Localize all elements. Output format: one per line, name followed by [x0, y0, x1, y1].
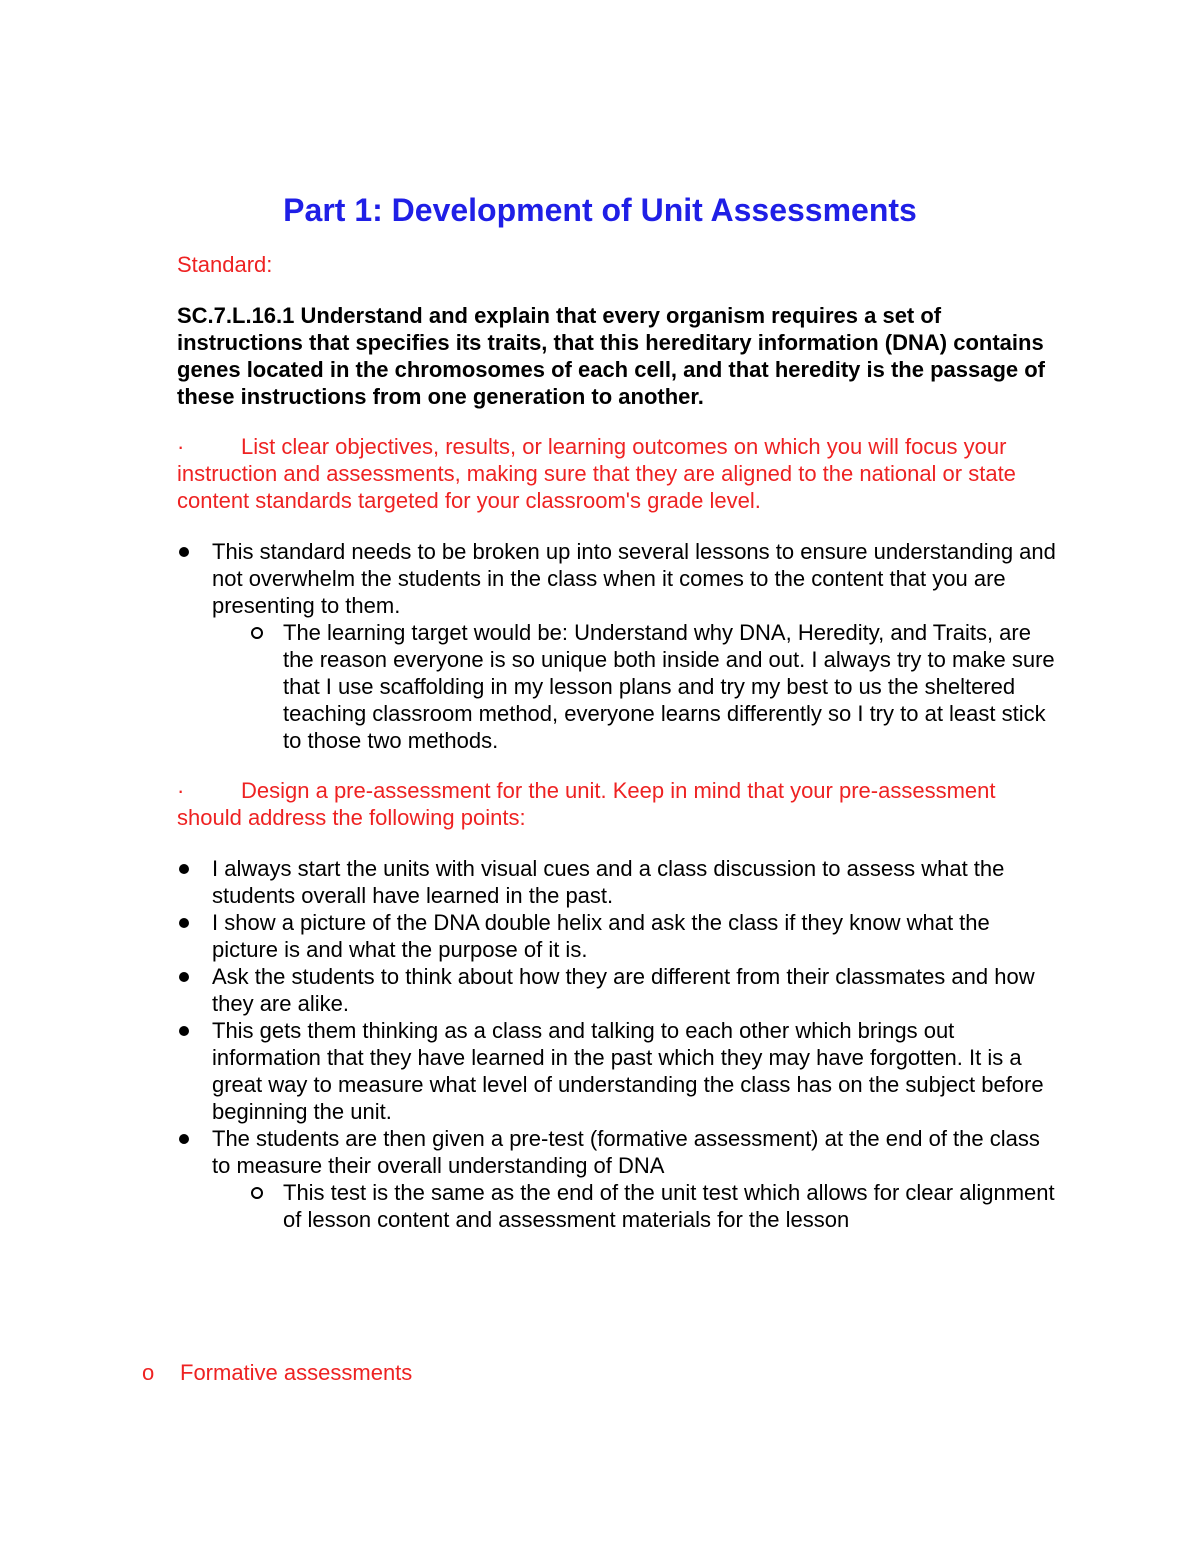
list-item: [177, 963, 1057, 1017]
sub-list-item: [212, 1179, 1057, 1233]
standard-label: Standard:: [177, 252, 273, 277]
bullet-icon: [179, 1026, 189, 1036]
hollow-bullet-icon: [251, 627, 263, 639]
sub-list-item-text: The learning target would be: Understand why DNA, Heredity, and Traits, are the reason everyone is so unique both inside and out. I always try to make sure that I use scaffolding in my lesson plans and try my best to us the sheltered teaching classroom method, everyone learns differently so I try to at least stick to those two methods.: [283, 620, 1055, 753]
list-item: [177, 909, 1057, 963]
prompt-marker: ·: [177, 778, 185, 803]
list-item: [177, 538, 1057, 754]
list-item-text: I show a picture of the DNA double helix and ask the class if they know what the picture is and what the purpose of it is.: [212, 910, 990, 962]
prompt-text: List clear objectives, results, or learning outcomes on which you will focus your instruction and assessments, making sure that they are aligned to the national or state content standards targeted for your classroom's grade level.: [177, 434, 1016, 513]
hollow-bullet-icon: [251, 1187, 263, 1199]
sub-list: [212, 1179, 1057, 1233]
standard-text: SC.7.L.16.1 Understand and explain that every organism requires a set of instructions that specifies its traits, that this hereditary information (DNA) contains genes located in the chromosomes of each cell, and that heredity is the passage of these instructions from one generation to another.: [177, 303, 1046, 409]
list-item: [177, 1125, 1057, 1233]
sub-list-item: [212, 619, 1057, 754]
prompt-pre-assessment: [177, 777, 1057, 831]
list-item-text: Ask the students to think about how they are different from their classmates and how they are alike.: [212, 964, 1035, 1016]
list-item-text: The students are then given a pre-test (formative assessment) at the end of the class to measure their overall understanding of DNA: [212, 1126, 1040, 1178]
prompt-objectives: [177, 433, 1057, 514]
page-title: Part 1: Development of Unit Assessments: [283, 192, 917, 228]
prompt-text: Design a pre-assessment for the unit. Keep in mind that your pre-assessment should address the following points:: [177, 778, 996, 830]
pre-assessment-list: [177, 855, 1057, 1233]
bullet-icon: [179, 864, 189, 874]
formative-assessments-item: [142, 1359, 412, 1387]
list-item-text: I always start the units with visual cues and a class discussion to assess what the students overall have learned in the past.: [212, 856, 1005, 908]
bullet-icon: [179, 972, 189, 982]
prompt-marker: ·: [177, 434, 185, 459]
list-item: [177, 1017, 1057, 1125]
objectives-list: [177, 538, 1057, 754]
footer-marker: o: [142, 1360, 155, 1385]
footer-text: Formative assessments: [180, 1360, 413, 1385]
list-item-text: This standard needs to be broken up into several lessons to ensure understanding and not overwhelm the students in the class when it comes to the content that you are presenting to them.: [212, 539, 1056, 618]
bullet-icon: [179, 1134, 189, 1144]
bullet-icon: [179, 918, 189, 928]
sub-list-item-text: This test is the same as the end of the unit test which allows for clear alignment of lesson content and assessment materials for the lesson: [283, 1180, 1055, 1232]
sub-list: [212, 619, 1057, 754]
list-item: [177, 855, 1057, 909]
list-item-text: This gets them thinking as a class and talking to each other which brings out information that they have learned in the past which they may have forgotten. It is a great way to measure what level of understanding the class has on the subject before beginning the unit.: [212, 1018, 1044, 1124]
bullet-icon: [179, 547, 189, 557]
